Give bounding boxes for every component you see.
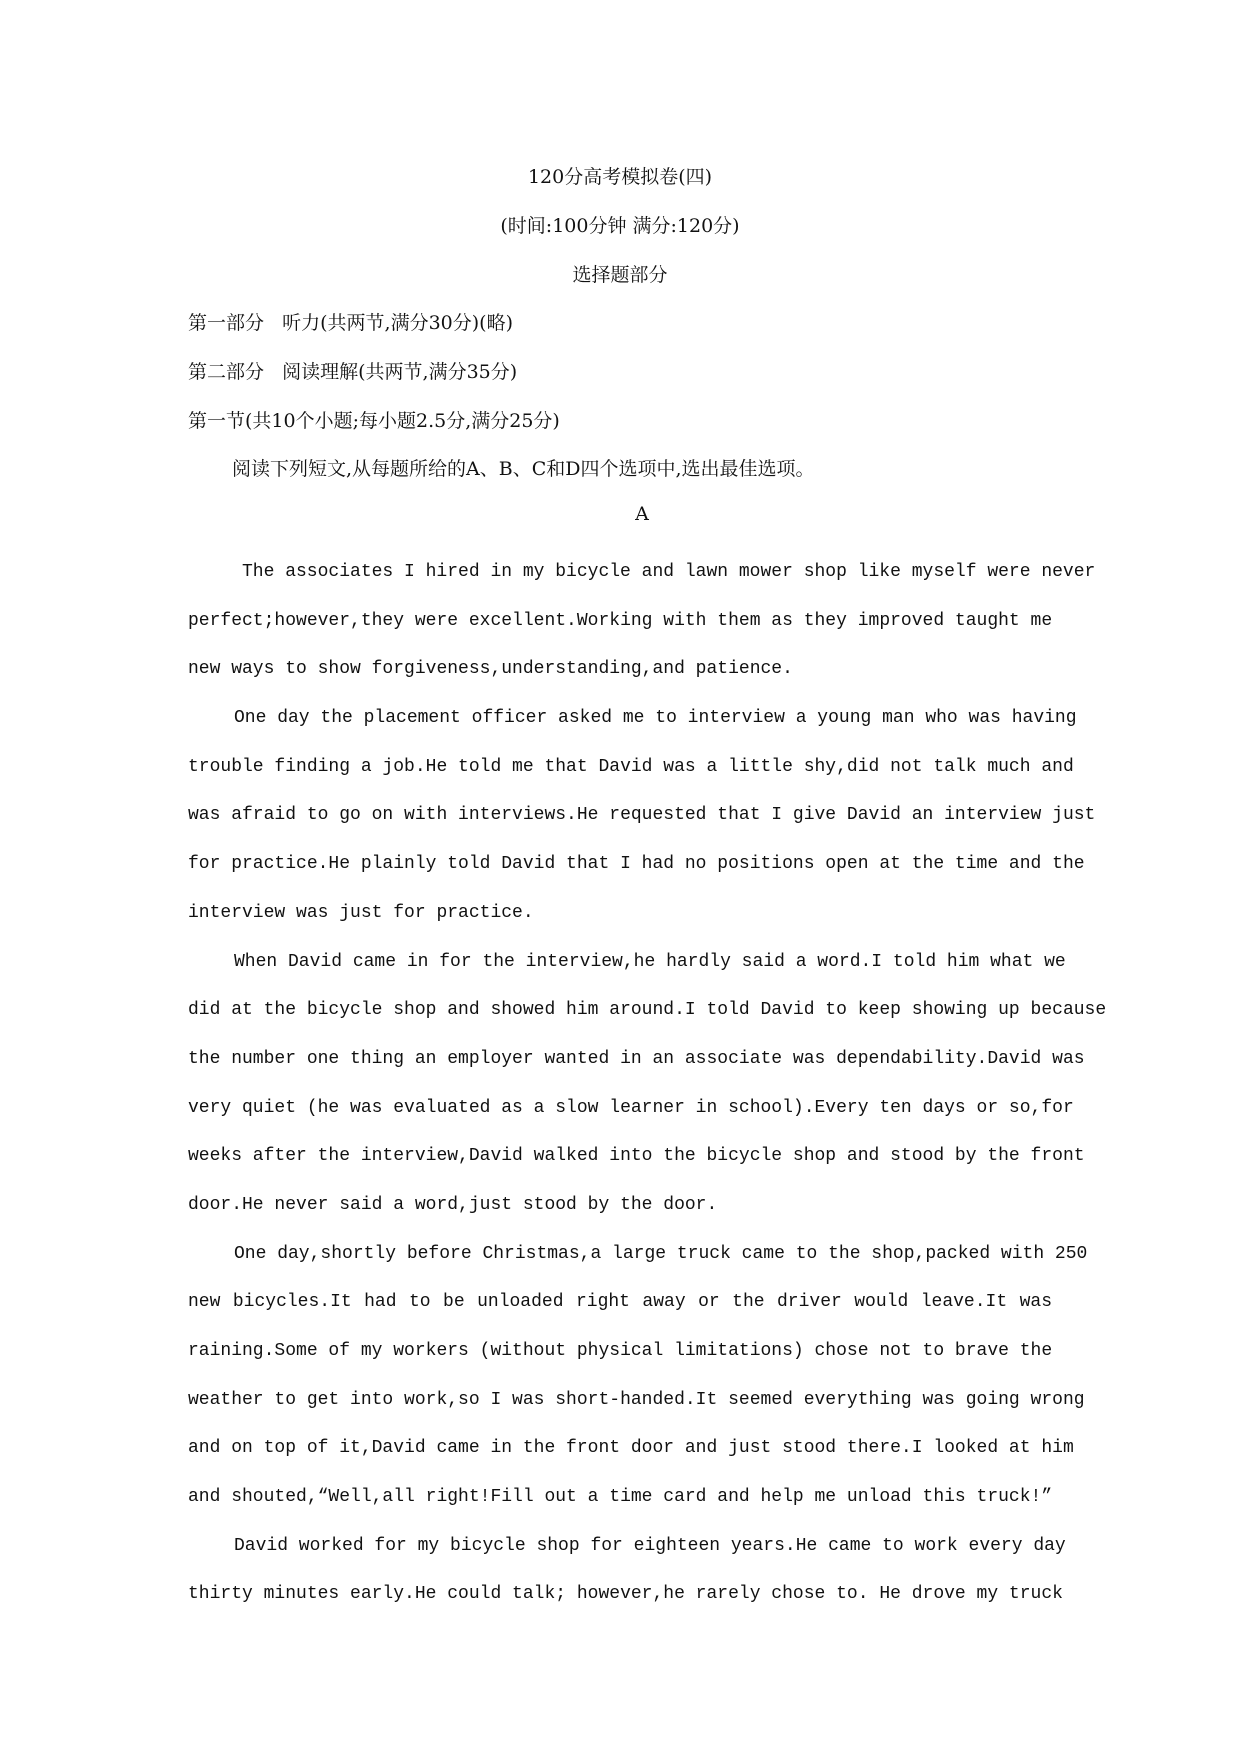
text-line: door.He never said a word,just stood by the door. [188,1194,718,1215]
paragraph [188,548,1096,694]
paragraph [188,938,1107,1230]
text-line: raining.Some of my workers (without physical limitations) chose not to brave the [188,1341,1053,1361]
text-line: the number one thing an employer wanted in an associate was dependability.David was [188,1048,1085,1069]
paragraph [188,694,1096,937]
text-line: did at the bicycle shop and showed him around.I told David to keep showing up because [188,1000,1107,1021]
text-line: One day the placement officer asked me to interview a young man who was having [234,708,1077,729]
text-line: was afraid to go on with interviews.He requested that I give David an interview just [188,805,1096,826]
text-line: When David came in for the interview,he hardly said a word.I told him what we [234,951,1066,972]
page-title: 120分高考模拟卷(四) [527,166,713,188]
text-line: new bicycles.It had to be unloaded right away or the driver would leave.It was [188,1292,1052,1313]
text-line: weather to get into work,so I was short-handed.It seemed everything was going wrong [188,1389,1085,1410]
text-line: and shouted,“Well,all right!Fill out a time card and help me unload this truck!” [188,1487,1053,1508]
text-line: trouble finding a job.He told me that David was a little shy,did not talk much and [188,756,1074,777]
text-line: David worked for my bicycle shop for eighteen years.He came to work every day [234,1535,1066,1556]
text-line: perfect;however,they were excellent.Working with them as they improved taught me [188,610,1053,631]
passage-body [188,548,1107,1619]
text-line: for practice.He plainly told David that I had no positions open at the time and the [188,854,1085,875]
paragraph [188,1522,1066,1619]
section-one-heading: 第一节(共10个小题;每小题2.5分,满分25分) [188,410,560,432]
section-title: 选择题部分 [572,264,668,286]
instruction: 阅读下列短文,从每题所给的A、B、C和D四个选项中,选出最佳选项。 [232,458,815,480]
text-line: new ways to show forgiveness,understanding,and patience. [188,659,793,680]
paragraph [188,1230,1088,1522]
part-two-heading: 第二部分 阅读理解(共两节,满分35分) [188,361,518,383]
exam-meta: (时间:100分钟 满分:120分) [500,215,740,237]
text-line: The associates I hired in my bicycle and lawn mower shop like myself were never [242,562,1096,582]
text-line: interview was just for practice. [188,902,534,923]
text-line: very quiet (he was evaluated as a slow learner in school).Every ten days or so,for [188,1097,1074,1118]
text-line: and on top of it,David came in the front door and just stood there.I looked at him [188,1438,1074,1459]
text-line: One day,shortly before Christmas,a large truck came to the shop,packed with 250 [234,1243,1088,1264]
part-one-heading: 第一部分 听力(共两节,满分30分)(略) [188,312,513,334]
passage-label: A [635,503,649,525]
text-line: weeks after the interview,David walked into the bicycle shop and stood by the front [188,1146,1085,1167]
text-line: thirty minutes early.He could talk; however,he rarely chose to. He drove my truck [188,1584,1063,1605]
